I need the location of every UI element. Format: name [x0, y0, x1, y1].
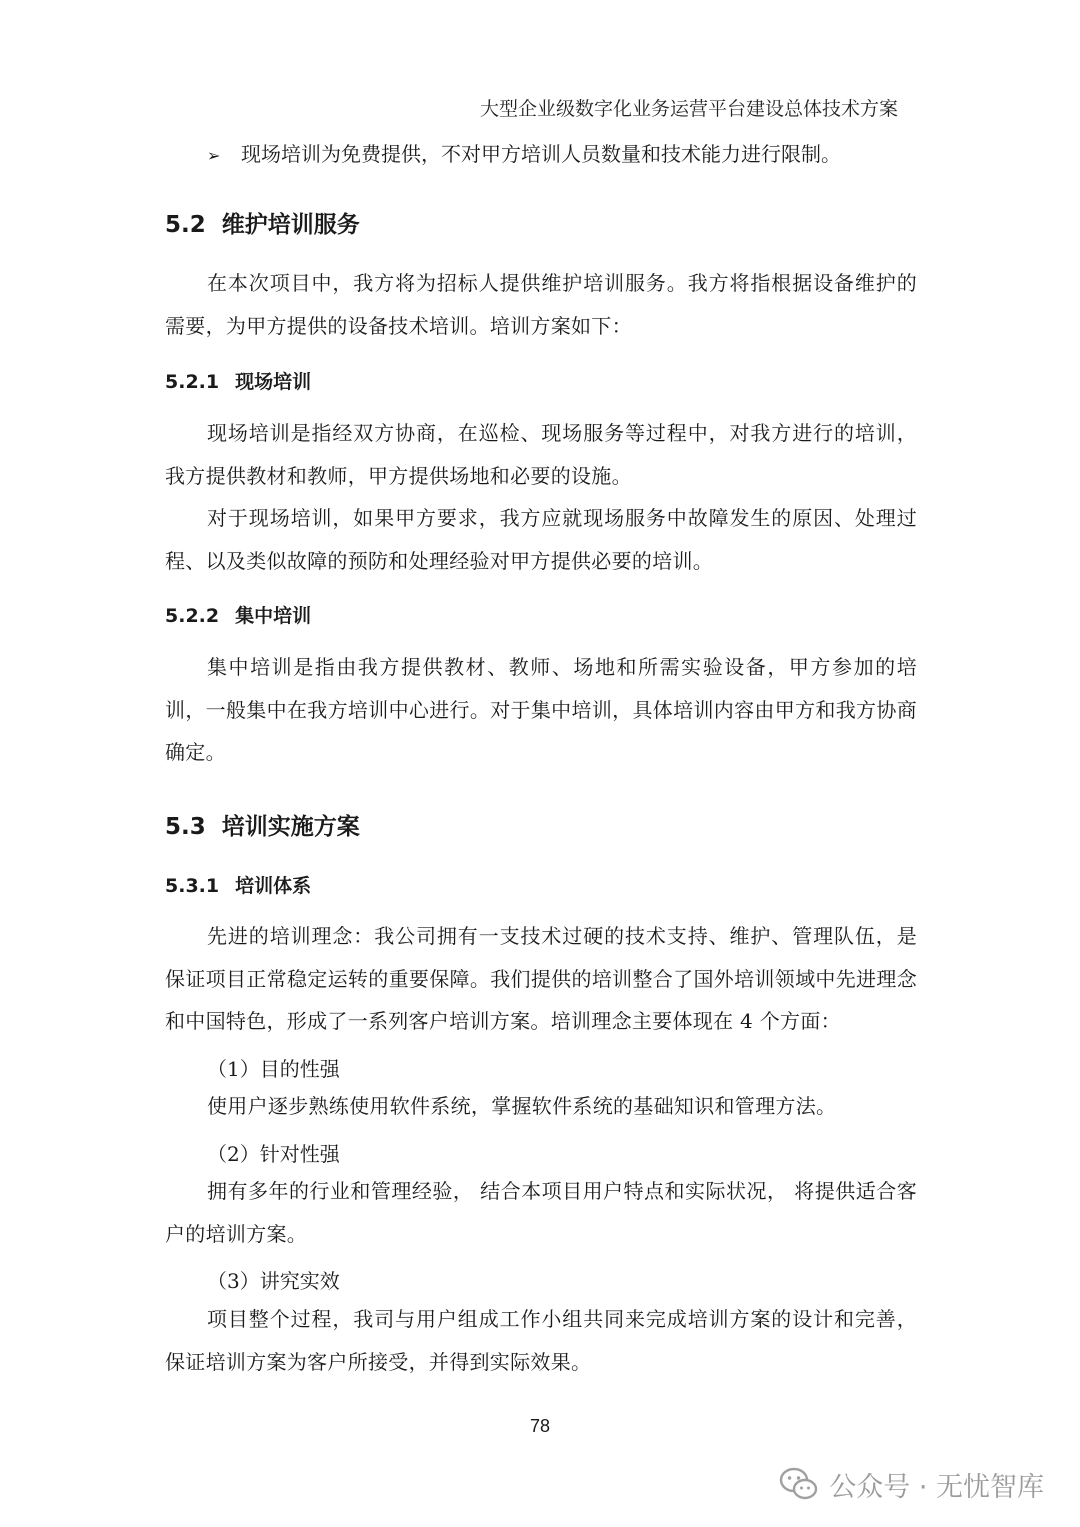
arrow-bullet-icon: ➢: [207, 146, 221, 165]
wechat-icon: [779, 1467, 819, 1501]
section-heading-5-3: [165, 808, 360, 841]
section-number: 5.2: [165, 212, 206, 238]
subsection-heading-5-2-1: [165, 367, 311, 394]
running-header: 大型企业级数字化业务运营平台建设总体技术方案: [479, 98, 898, 120]
watermark-text: 公众号 · 无忧智库: [829, 1471, 1044, 1503]
paragraph: 在本次项目中，我方将为招标人提供维护培训服务。我方将指根据设备维护的需要，为甲方提供的设备技术培训。培训方案如下：: [165, 271, 917, 338]
subsection-title: 集中培训: [235, 605, 312, 627]
section-number: 5.3: [165, 814, 206, 840]
subsection-heading-5-2-2: [165, 601, 311, 628]
section-heading-5-2: [165, 206, 360, 239]
subsection-title: 现场培训: [235, 371, 312, 393]
paragraph: 现场培训是指经双方协商，在巡检、现场服务等过程中，对我方进行的培训，我方提供教材和教师，甲方提供场地和必要的设施。: [165, 421, 917, 488]
list-item-label: （3）讲究实效: [207, 1269, 340, 1293]
subsection-title: 培训体系: [235, 875, 312, 897]
watermark: [779, 1462, 1044, 1506]
list-item-text: 拥有多年的行业和管理经验， 结合本项目用户特点和实际状况， 将提供适合客户的培训方案。: [165, 1179, 917, 1246]
bullet-item: [207, 138, 841, 167]
section-title: 培训实施方案: [221, 814, 360, 840]
list-item-text: 使用户逐步熟练使用软件系统，掌握软件系统的基础知识和管理方法。: [207, 1094, 837, 1118]
subsection-number: 5.3.1: [165, 875, 220, 897]
section-title: 维护培训服务: [221, 212, 360, 238]
list-item-text: 项目整个过程，我司与用户组成工作小组共同来完成培训方案的设计和完善，保证培训方案为客户所接受，并得到实际效果。: [165, 1307, 917, 1374]
paragraph: 集中培训是指由我方提供教材、教师、场地和所需实验设备，甲方参加的培训，一般集中在我方培训中心进行。对于集中培训，具体培训内容由甲方和我方协商确定。: [165, 655, 917, 764]
subsection-heading-5-3-1: [165, 871, 311, 898]
paragraph: 先进的培训理念：我公司拥有一支技术过硬的技术支持、维护、管理队伍，是保证项目正常稳定运转的重要保障。我们提供的培训整合了国外培训领域中先进理念和中国特色，形成了一系列客户培训方案。培训理念主要体现在 4 个方面：: [165, 924, 917, 1033]
list-item-label: （1）目的性强: [207, 1057, 340, 1081]
page-number: 78: [529, 1416, 551, 1436]
bullet-text: 现场培训为免费提供，不对甲方培训人员数量和技术能力进行限制。: [241, 142, 841, 166]
list-item-label: （2）针对性强: [207, 1142, 340, 1166]
paragraph: 对于现场培训，如果甲方要求，我方应就现场服务中故障发生的原因、处理过程、以及类似故障的预防和处理经验对甲方提供必要的培训。: [165, 506, 917, 573]
subsection-number: 5.2.2: [165, 605, 220, 627]
subsection-number: 5.2.1: [165, 371, 220, 393]
